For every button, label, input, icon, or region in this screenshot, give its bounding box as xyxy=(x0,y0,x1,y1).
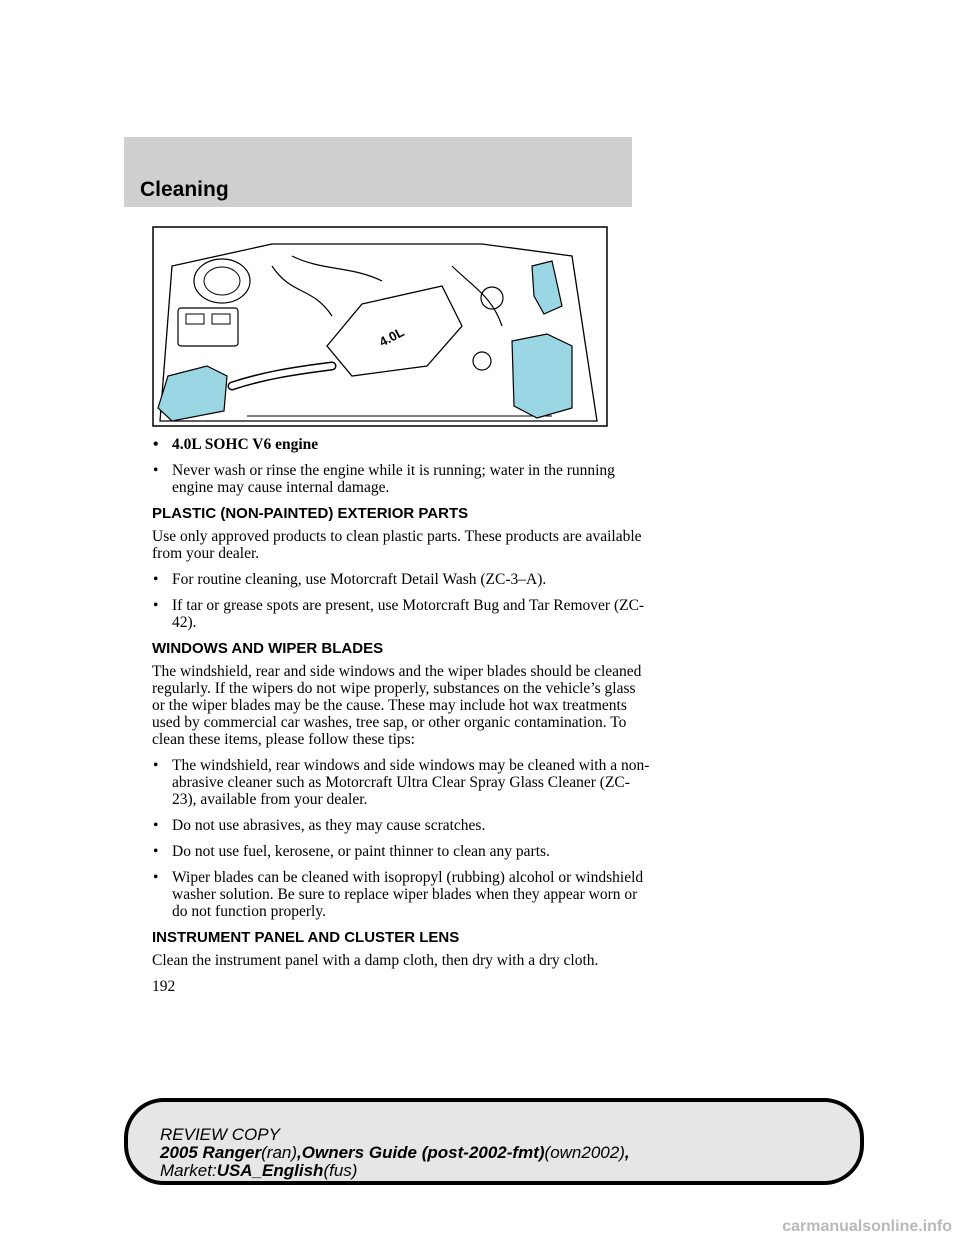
page-number: 192 xyxy=(152,978,176,995)
bullet-never-wash: • Never wash or rinse the engine while it is running; water in the running engine may cause internal damage. xyxy=(153,462,615,496)
fuse-box-highlight xyxy=(512,334,572,418)
section-title: Cleaning xyxy=(140,178,229,201)
windows-bullet: • The windshield, rear windows and side windows may be cleaned with a non-abrasive cleaner such as Motorcraft Ultra Clear Spray Glass Cleaner (ZC-23), available from your dealer. xyxy=(153,757,650,808)
bullet-engine: • 4.0L SOHC V6 engine xyxy=(153,436,319,453)
review-copy-label: REVIEW COPY xyxy=(160,1125,280,1144)
plastic-heading: PLASTIC (NON-PAINTED) EXTERIOR PARTS xyxy=(152,505,469,522)
page-content xyxy=(152,436,652,995)
windows-intro: The windshield, rear and side windows and the wiper blades should be cleaned regularly. If the wipers do not wipe properly, substances on the vehicle’s glass or the wiper blades may be the cause. These may include hot wax treatments used by commercial car washes, tree sap, or other organic contamination. To clean these items, please follow these tips: xyxy=(152,663,642,748)
windows-bullet: • Wiper blades can be cleaned with isopropyl (rubbing) alcohol or windshield washer solution. Be sure to replace wiper blades when they appear worn or do not function properly. xyxy=(153,869,644,920)
plastic-bullet: • If tar or grease spots are present, use Motorcraft Bug and Tar Remover (ZC-42). xyxy=(153,597,645,631)
windows-bullet: • Do not use fuel, kerosene, or paint thinner to clean any parts. xyxy=(153,843,550,860)
panel-heading: INSTRUMENT PANEL AND CLUSTER LENS xyxy=(152,929,460,946)
site-watermark: carmanualsonline.info xyxy=(782,1218,952,1235)
plastic-intro: Use only approved products to clean plastic parts. These products are available from your dealer. xyxy=(152,528,642,562)
windows-heading: WINDOWS AND WIPER BLADES xyxy=(152,640,384,657)
windows-bullet: • Do not use abrasives, as they may cause scratches. xyxy=(153,817,486,834)
panel-text: Clean the instrument panel with a damp cloth, then dry with a dry cloth. xyxy=(152,952,599,969)
review-copy-text xyxy=(160,1126,630,1180)
engine-cover-badge: 4.0L xyxy=(376,324,407,350)
footer-market-line: Market:USA_English(fus) xyxy=(160,1161,358,1180)
footer-model-line: 2005 Ranger(ran),Owners Guide (post-2002-fmt)(own2002), xyxy=(160,1143,630,1162)
plastic-bullet: • For routine cleaning, use Motorcraft Detail Wash (ZC-3–A). xyxy=(153,571,547,588)
engine-compartment-illustration xyxy=(152,226,608,427)
